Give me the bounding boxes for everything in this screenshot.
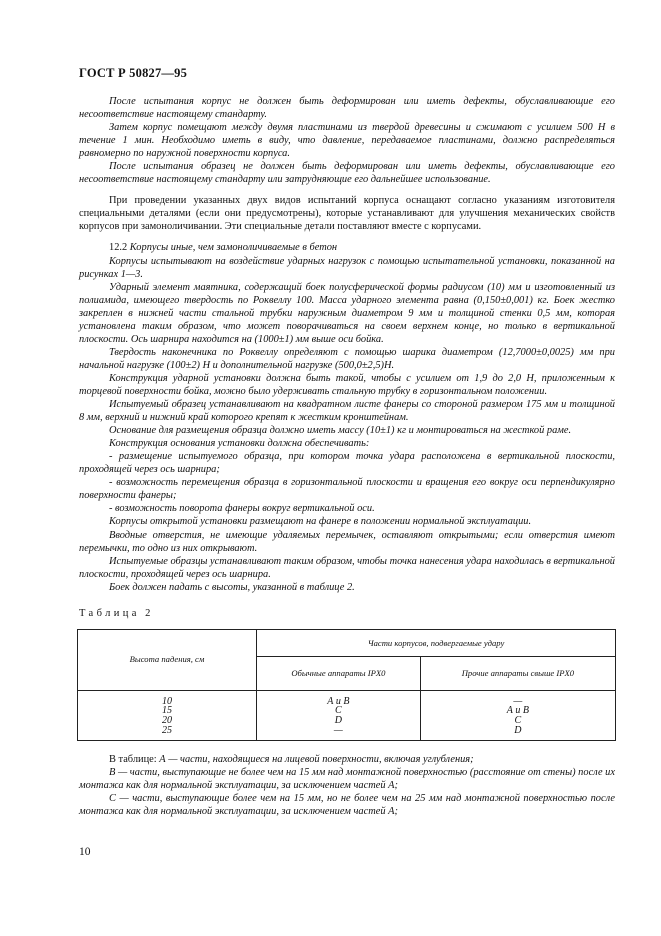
table-value: 20 <box>162 714 172 726</box>
standard-header: ГОСТ Р 50827—95 <box>79 66 188 80</box>
paragraph: Твердость наконечника по Роквеллу определяют с помощью шарика диаметром (12,7000±0,0025) мм при начальной нагрузке (100±2) Н и дополнительной нагрузке (500,0±2,5)Н. <box>79 346 615 371</box>
table-value: 10 <box>162 695 172 707</box>
paragraph: Испытуемые образцы устанавливают таким образом, чтобы точка нанесения удара находилась в вертикальной плоскости, проходящей через ось шарнира. <box>79 555 615 580</box>
paragraph: После испытания образец не должен быть деформирован или иметь дефекты, обуславливающие его несоответствие настоящему стандарту или затрудняющие его дальнейшее использование. <box>79 161 615 186</box>
legend-item: А — части, находящиеся на лицевой поверхности, включая углубления; <box>159 754 474 766</box>
paragraph: После испытания корпус не должен быть деформирован или иметь дефекты, обуславливающие его несоответствие настоящему стандарту. <box>79 96 615 121</box>
column-header-ordinary: Обычные аппараты IPX0 <box>257 657 421 690</box>
column-header-height: Высота падения, см <box>78 629 257 690</box>
table-value: — <box>333 724 343 736</box>
column-header-group: Части корпусов, подвергаемые удару <box>257 629 616 657</box>
table-value: 15 <box>162 705 172 717</box>
document-body <box>79 95 615 818</box>
paragraph: Затем корпус помещают между двумя пластинами из твердой древесины и сжимают с усилием 500 Н в течение 1 мин. Необходимо иметь в виду, что давление, передаваемое пластинами, должно распределяться равномерно по наружной поверхности корпуса. <box>79 122 615 160</box>
table-cell-other <box>420 690 615 740</box>
table-caption-word: Таблица <box>79 607 140 619</box>
section-heading <box>79 241 615 254</box>
paragraph: Испытуемый образец устанавливают на квадратном листе фанеры со стороной размером 175 мм и толщиной 8 мм, верхний и нижний край которого крепят к жестким кронштейнам. <box>79 399 615 424</box>
legend-item: С — части, выступающие более чем на 15 мм, но не более чем на 25 мм над монтажной поверхностью после монтажа как для нормальной эксплуатации, за исключением частей А; <box>79 793 615 818</box>
table-cell-heights <box>78 690 257 740</box>
legend-item: В — части, выступающие не более чем на 15 мм над монтажной поверхностью (расстояние от стены) после их монтажа как для нормальной эксплуатации, за исключением частей А; <box>79 767 615 792</box>
data-table <box>77 629 616 741</box>
paragraph: Конструкция основания установки должна обеспечивать: <box>109 438 370 450</box>
list-item: - возможность перемещения образца в горизонтальной плоскости и вращения его вокруг оси перпендикулярно поверхности фанеры; <box>79 477 615 502</box>
column-header-other: Прочие аппараты свыше IPX0 <box>420 657 615 690</box>
paragraph: Корпусы испытывают на воздействие ударных нагрузок с помощью испытательной установки, показанной на рисунках 1—3. <box>79 255 615 280</box>
paragraph: Корпусы открытой установки размещают на фанере в положении нормальной эксплуатации. <box>109 516 532 528</box>
table-value: А и В <box>327 695 350 707</box>
table-value: D <box>514 724 522 736</box>
section-title: Корпусы иные, чем замоноличиваемые в бетон <box>129 242 338 254</box>
paragraph: Основание для размещения образца должно иметь массу (10±1) кг и монтироваться на жесткой раме. <box>109 425 572 437</box>
paragraph: Ударный элемент маятника, содержащий боек полусферической формы радиусом (10) мм и изготовленный из полиамида, имеющего твердость по Роквеллу 100. Масса ударного элемента равна (0,150±0,001) кг. Боек жестко закреплен в нижней части стальной трубки наружным диаметром 9 мм и толщиной стенки 0,5 мм, которая установлена таким образом, что может поворачиваться на своем верхнем конце, но только в вертикальной плоскости. Ось шарнира находится на (1000±1) мм выше оси бойка. <box>79 281 615 345</box>
page-number: 10 <box>79 846 91 858</box>
table-value: D <box>334 714 342 726</box>
paragraph: Боек должен падать с высоты, указанной в таблице 2. <box>109 581 355 593</box>
list-item: - возможность поворота фанеры вокруг вертикальной оси. <box>109 503 375 515</box>
paragraph: Конструкция ударной установки должна быть такой, чтобы с усилием от 1,9 до 2,0 Н, приложенным к торцевой поверхности бойка, можно было удерживать стальную трубку в горизонтальном положении. <box>79 372 615 397</box>
table-cell-ordinary <box>257 690 421 740</box>
table-caption-number: 2 <box>145 607 151 619</box>
table-row <box>78 690 616 740</box>
table-caption <box>79 607 615 620</box>
list-item: - размещение испытуемого образца, при котором точка удара расположена в вертикальной плоскости, проходящей через ось шарнира; <box>79 451 615 476</box>
table-legend-lead: В таблице: <box>109 754 157 766</box>
paragraph <box>79 753 615 766</box>
table-value: А и В <box>506 705 529 717</box>
paragraph: При проведении указанных двух видов испытаний корпуса оснащают согласно указаниям изготовителя специальными деталями (если они предусмотрены), которые устанавливают для улучшения механических свойств корпусов при замоноличивании. Эти специальные детали поставляют вместе с корпусами. <box>79 195 615 233</box>
table-value: С <box>514 714 522 726</box>
table-value: — <box>513 695 523 707</box>
paragraph: Вводные отверстия, не имеющие удаляемых перемычек, оставляют открытыми; если отверстия имеют перемычки, то одно из них открывают. <box>79 529 615 554</box>
table-value: С <box>335 705 342 717</box>
section-number: 12.2 <box>109 242 128 254</box>
table-value: 25 <box>162 724 172 736</box>
